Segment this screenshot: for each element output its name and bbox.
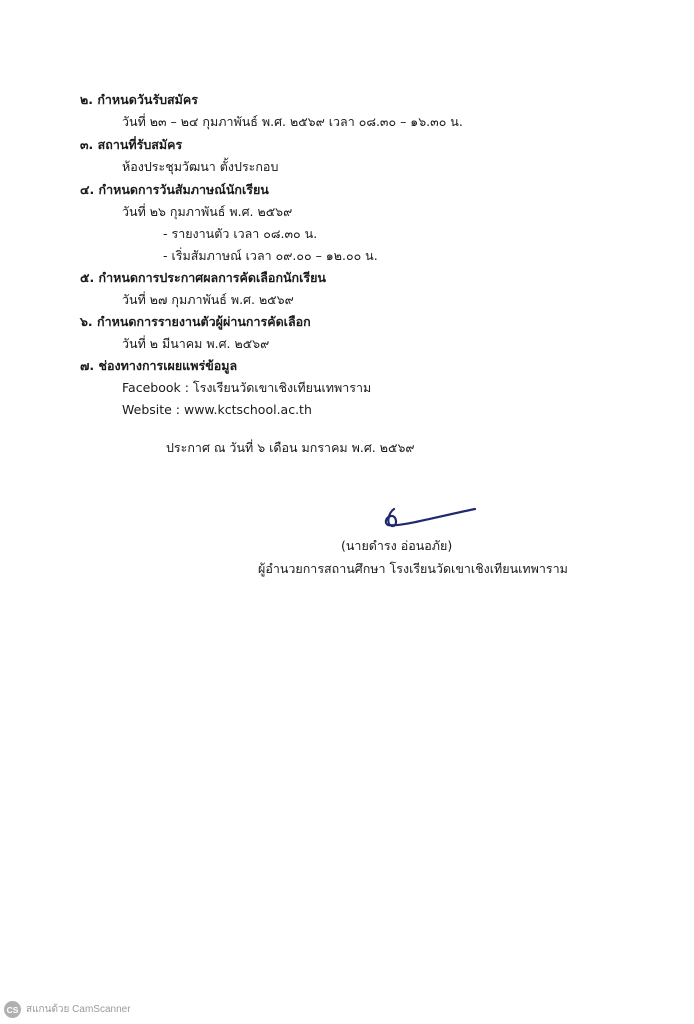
section-7-website: Website : www.kctschool.ac.th bbox=[122, 402, 312, 417]
section-7-facebook: Facebook : โรงเรียนวัดเขาเชิงเทียนเทพาราม bbox=[122, 380, 372, 395]
section-2-heading: ๒. กำหนดวันรับสมัคร bbox=[80, 92, 198, 107]
camscanner-watermark bbox=[4, 1001, 131, 1018]
section-2-date-range: วันที่ ๒๓ – ๒๔ กุมภาพันธ์ พ.ศ. ๒๕๖๙ เวลา ๐๘.๓๐ – ๑๖.๓๐ น. bbox=[122, 114, 463, 129]
section-7-heading: ๗. ช่องทางการเผยแพร่ข้อมูล bbox=[80, 358, 238, 373]
section-5-heading: ๕. กำหนดการประกาศผลการคัดเลือกนักเรียน bbox=[80, 270, 326, 285]
announcement-date: ประกาศ ณ วันที่ ๖ เดือน มกราคม พ.ศ. ๒๕๖๙ bbox=[166, 440, 415, 455]
section-4-date: วันที่ ๒๖ กุมภาพันธ์ พ.ศ. ๒๕๖๙ bbox=[122, 204, 293, 219]
signatory-position: ผู้อำนวยการสถานศึกษา โรงเรียนวัดเขาเชิงเทียนเทพาราม bbox=[258, 561, 568, 576]
signature-mark bbox=[380, 503, 480, 533]
camscanner-logo-icon: CS bbox=[4, 1001, 21, 1018]
section-3-heading: ๓. สถานที่รับสมัคร bbox=[80, 137, 183, 152]
section-6-heading: ๖. กำหนดการรายงานตัวผู้ผ่านการคัดเลือก bbox=[80, 314, 311, 329]
section-3-location: ห้องประชุมวัฒนา ตั้งประกอบ bbox=[122, 159, 279, 174]
camscanner-text: สแกนด้วย CamScanner bbox=[26, 1004, 131, 1015]
section-4-interview-time: - เริ่มสัมภาษณ์ เวลา ๐๙.๐๐ – ๑๒.๐๐ น. bbox=[163, 248, 378, 263]
signatory-name: (นายดำรง อ่อนอภัย) bbox=[341, 538, 453, 553]
section-6-date: วันที่ ๒ มีนาคม พ.ศ. ๒๕๖๙ bbox=[122, 336, 270, 351]
section-4-heading: ๔. กำหนดการวันสัมภาษณ์นักเรียน bbox=[80, 182, 269, 197]
section-4-report-time: - รายงานตัว เวลา ๐๘.๓๐ น. bbox=[163, 226, 318, 241]
section-5-date: วันที่ ๒๗ กุมภาพันธ์ พ.ศ. ๒๕๖๙ bbox=[122, 292, 294, 307]
